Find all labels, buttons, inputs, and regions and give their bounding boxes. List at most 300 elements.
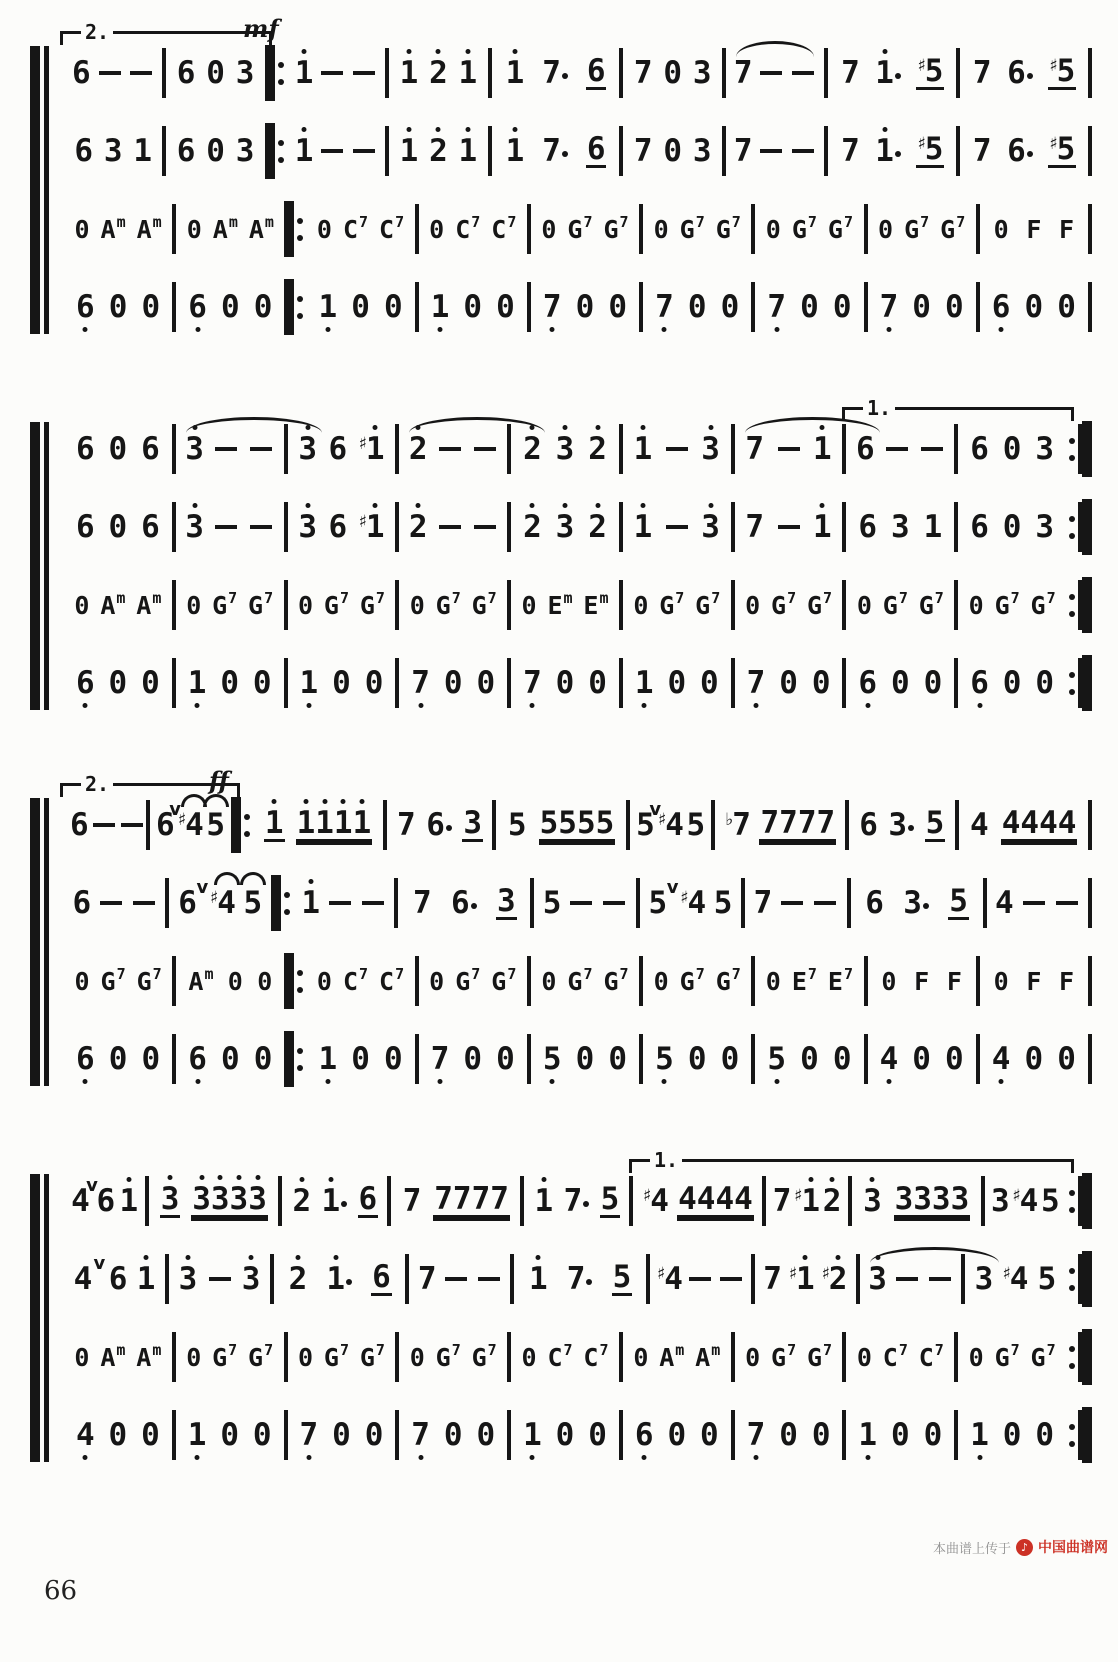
note-glyph: 6	[76, 292, 95, 323]
note-cluster	[1001, 1260, 1029, 1297]
note-cluster	[73, 966, 90, 996]
note-token	[832, 288, 853, 325]
measure	[985, 1182, 1066, 1219]
note-token	[528, 1260, 549, 1297]
barline-heavy	[30, 422, 40, 710]
note-token	[812, 508, 833, 545]
barline	[1088, 800, 1092, 850]
note-cluster	[75, 1040, 96, 1077]
note-glyph: 0	[496, 1040, 515, 1077]
note-glyph: 5	[767, 1044, 786, 1075]
note-glyph: $G^7$	[715, 212, 741, 244]
note-glyph: 0	[745, 1342, 761, 1372]
note-glyph: $C^7$	[455, 212, 481, 244]
note-token	[890, 1416, 911, 1453]
note-token	[1006, 132, 1035, 169]
note-glyph: 6	[859, 806, 878, 843]
note-cluster	[1034, 508, 1055, 545]
note-glyph: 5	[543, 1044, 562, 1075]
octave-dot-above	[359, 799, 364, 804]
note-glyph: 7	[972, 54, 992, 91]
note-glyph: 3	[1035, 430, 1055, 467]
note-glyph: 0	[476, 1416, 496, 1453]
note-cluster	[96, 71, 124, 75]
measure	[531, 1040, 639, 1077]
note-glyph: 1	[315, 808, 334, 839]
dash-rest	[792, 71, 814, 75]
chord-superscript: 7	[1046, 588, 1056, 607]
measure	[64, 588, 172, 620]
measure	[511, 430, 619, 467]
note-cluster	[1048, 131, 1076, 168]
measure	[623, 430, 731, 467]
note-token	[806, 1340, 833, 1372]
note-glyph: 6	[586, 131, 606, 167]
note-token	[1011, 1182, 1039, 1219]
note-cluster	[299, 1416, 320, 1453]
note-cluster	[911, 288, 932, 325]
octave-dot-above	[595, 503, 600, 508]
note-glyph: 6	[188, 292, 207, 323]
octave-dot-above	[595, 425, 600, 430]
note-cluster	[73, 132, 94, 169]
note-cluster	[677, 1181, 754, 1218]
octave-dot-above	[255, 1175, 260, 1180]
note-glyph: 0	[923, 1416, 943, 1453]
note-cluster	[587, 430, 608, 467]
note-glyph: $G^7$	[904, 212, 930, 244]
note-glyph: $G^7$	[136, 964, 162, 996]
note-token	[264, 805, 285, 842]
system-left-barline	[30, 46, 49, 334]
note-glyph: 7	[563, 1182, 583, 1219]
measure	[735, 508, 843, 545]
octave-dot-below	[550, 327, 555, 332]
note-token	[462, 288, 483, 325]
measure	[176, 588, 284, 620]
note-glyph: 5	[600, 1181, 620, 1217]
note-token	[542, 1040, 563, 1077]
measure	[745, 884, 846, 921]
note-glyph: 0	[252, 1416, 272, 1453]
note-glyph: 6	[970, 430, 989, 467]
note-token	[399, 54, 420, 91]
note-cluster	[666, 1416, 687, 1453]
note-cluster	[657, 806, 685, 843]
note-glyph: 0	[878, 214, 894, 244]
note-token	[1002, 430, 1023, 467]
note-cluster	[235, 54, 256, 91]
note-token	[108, 508, 129, 545]
note-glyph: 1	[119, 1186, 138, 1217]
dash-rest	[1056, 901, 1078, 905]
measure	[643, 288, 751, 325]
repeat-dot	[1069, 1346, 1075, 1352]
note-glyph: 3	[248, 1184, 267, 1215]
chord-superscript: 7	[787, 588, 797, 607]
note-token	[1001, 1260, 1029, 1297]
note-token	[212, 447, 240, 451]
note-cluster	[546, 588, 573, 620]
note-token	[428, 966, 445, 996]
note-glyph: 7	[543, 292, 562, 323]
note-cluster	[241, 1260, 262, 1297]
octave-dot-above	[563, 425, 568, 430]
measure	[496, 805, 625, 843]
note-token	[209, 884, 237, 921]
note-glyph: 2	[292, 1186, 311, 1217]
dash-rest	[666, 447, 688, 451]
measure	[389, 54, 487, 91]
note-token	[294, 132, 315, 169]
note-glyph: 4	[664, 1260, 683, 1297]
dot-note	[908, 825, 914, 831]
measure	[851, 883, 983, 921]
note-token	[762, 1260, 783, 1297]
note-cluster	[317, 1040, 338, 1077]
note-token	[318, 71, 346, 75]
barline-light	[44, 1174, 49, 1462]
note-cluster	[1034, 430, 1055, 467]
note-cluster	[396, 806, 417, 843]
note-glyph: 0	[253, 1040, 273, 1077]
note-cluster	[692, 54, 713, 91]
octave-dot-above	[882, 49, 887, 54]
barline	[265, 45, 275, 101]
note-cluster	[205, 806, 226, 843]
note-cluster	[247, 525, 275, 529]
measure	[492, 131, 620, 169]
octave-dot-below	[999, 1079, 1004, 1084]
note-cluster	[100, 964, 127, 996]
note-token	[1048, 131, 1076, 168]
note-cluster	[327, 430, 348, 467]
note-cluster	[378, 212, 405, 244]
note-token	[994, 1340, 1021, 1372]
note-glyph: $G^7$	[827, 212, 854, 244]
repeat-dots	[278, 140, 284, 163]
measure	[419, 212, 527, 244]
note-glyph: $C^7$	[882, 1340, 908, 1372]
note-glyph: 5	[1037, 1260, 1057, 1297]
measure	[980, 966, 1088, 996]
note-cluster	[471, 525, 499, 529]
dash-rest	[209, 1277, 231, 1281]
note-cluster	[135, 1340, 162, 1372]
note-cluster	[566, 1260, 595, 1297]
note-glyph: 7	[655, 292, 674, 323]
note-token	[331, 664, 352, 701]
octave-dot-below	[530, 703, 535, 708]
note-cluster	[827, 964, 854, 996]
octave-dot-above	[640, 425, 645, 430]
note-cluster	[219, 664, 240, 701]
note-token	[799, 288, 820, 325]
note-token	[410, 664, 431, 701]
note-token	[724, 806, 752, 843]
chord-superscript: 7	[487, 588, 497, 607]
note-token	[248, 212, 275, 244]
barline	[1082, 1173, 1092, 1229]
note-glyph: 0	[993, 214, 1009, 244]
note-token	[713, 884, 734, 921]
note-glyph: 0	[253, 288, 273, 325]
dash-rest	[329, 901, 351, 905]
measure	[387, 805, 493, 843]
note-token	[1020, 901, 1048, 905]
note-glyph: $A^m$	[188, 964, 214, 996]
note-glyph: 4	[1057, 805, 1077, 841]
note-token	[789, 149, 817, 153]
note-token	[187, 1040, 208, 1077]
note-token	[358, 508, 386, 545]
repeat-dot	[1069, 1268, 1075, 1274]
note-glyph: 2	[289, 1264, 308, 1295]
note-token	[253, 1040, 274, 1077]
repeat-begin	[284, 953, 306, 1009]
note-glyph: 0	[765, 214, 781, 244]
measure	[399, 430, 507, 467]
note-token	[882, 588, 909, 620]
note-cluster	[993, 214, 1010, 244]
note-cluster	[806, 588, 833, 620]
note-cluster	[890, 508, 911, 545]
note-token	[757, 149, 785, 153]
note-glyph: $C^7$	[379, 964, 405, 996]
measure	[306, 212, 414, 244]
note-glyph: 2	[429, 58, 448, 89]
dot-note	[562, 151, 568, 157]
octave-dot-above	[126, 1177, 131, 1182]
note-token	[471, 447, 499, 451]
note-token	[685, 806, 706, 843]
note-glyph: 0	[409, 590, 425, 620]
note-token	[607, 288, 628, 325]
note-cluster	[686, 1277, 714, 1281]
note-token	[206, 1277, 234, 1281]
note-token	[177, 884, 198, 921]
repeat-dot	[244, 831, 250, 837]
note-cluster	[187, 1416, 208, 1453]
note-glyph: 3	[903, 884, 922, 921]
note-cluster	[972, 54, 993, 91]
note-cluster	[812, 430, 833, 467]
note-glyph: 6	[858, 668, 877, 699]
note-glyph: 4	[650, 1182, 669, 1219]
note-glyph: 0	[316, 966, 332, 996]
note-glyph: 7	[841, 132, 860, 169]
note-cluster	[994, 588, 1021, 620]
note-token	[602, 212, 629, 244]
sharp-icon: ♯	[358, 433, 367, 454]
note-glyph: 6	[328, 430, 348, 467]
note-glyph: 5	[206, 810, 225, 841]
measure	[643, 964, 751, 996]
note-glyph: 0	[745, 590, 761, 620]
site-logo-icon: ♪	[1016, 1539, 1033, 1556]
note-cluster	[359, 1340, 386, 1372]
note-token	[350, 71, 378, 75]
note-token	[811, 664, 832, 701]
note-cluster	[108, 508, 129, 545]
note-glyph: 1	[322, 1186, 341, 1217]
chord-superscript: 7	[152, 964, 162, 983]
note-glyph: 0	[220, 1416, 239, 1453]
note-token	[410, 1416, 431, 1453]
note-token	[788, 1260, 816, 1297]
chord-superscript: 7	[359, 964, 369, 983]
note-cluster	[342, 964, 369, 996]
note-cluster	[753, 884, 774, 921]
note-glyph: 1	[796, 1264, 815, 1295]
note-glyph: 0	[351, 1040, 370, 1077]
note-glyph: 0	[409, 1342, 425, 1372]
octave-dot-above	[305, 503, 310, 508]
note-token	[972, 132, 993, 169]
note-token	[944, 288, 965, 325]
note-glyph: 0	[663, 132, 683, 169]
note-token	[541, 54, 570, 91]
barline	[1088, 126, 1092, 176]
note-token	[862, 1182, 883, 1219]
note-glyph: 4	[1019, 1182, 1039, 1219]
note-cluster	[412, 884, 433, 921]
note-glyph: 0	[832, 1040, 852, 1077]
note-glyph: $G^7$	[359, 1340, 385, 1372]
note-cluster	[770, 1340, 797, 1372]
measure	[176, 1416, 284, 1453]
octave-dot-above	[436, 127, 441, 132]
repeat-dot	[1069, 1207, 1075, 1213]
sharp-icon: ♯	[1002, 1263, 1011, 1284]
note-glyph: 3	[161, 1184, 180, 1215]
note-glyph: 4	[665, 806, 684, 843]
note-cluster	[318, 71, 346, 75]
octave-dot-below	[999, 327, 1004, 332]
note-cluster	[857, 508, 878, 545]
note-cluster	[350, 149, 378, 153]
note-token	[100, 964, 127, 996]
note-glyph: $A^m$	[136, 1340, 162, 1372]
note-glyph: 1	[523, 1420, 542, 1451]
note-cluster	[95, 1182, 116, 1219]
note-glyph: $G^7$	[806, 588, 833, 620]
note-token	[812, 430, 833, 467]
chord-superscript: 7	[264, 1340, 274, 1359]
repeat-dot	[297, 296, 303, 302]
note-glyph: 3	[1035, 508, 1055, 545]
note-cluster	[757, 149, 785, 153]
note-cluster	[75, 508, 96, 545]
note-glyph: $C^7$	[379, 212, 405, 244]
note-cluster	[546, 1340, 573, 1372]
repeat-dots	[244, 814, 250, 837]
note-glyph: 5	[925, 805, 945, 841]
note-cluster	[913, 966, 930, 996]
note-glyph: 4	[696, 1181, 716, 1217]
note-glyph: $C^7$	[491, 212, 517, 244]
chord-superscript: 7	[395, 212, 405, 231]
note-cluster	[607, 1040, 628, 1077]
note-cluster	[247, 588, 274, 620]
note-glyph: 7	[747, 1420, 766, 1451]
octave-dot-below	[642, 703, 647, 708]
note-token	[505, 54, 526, 91]
note-token	[436, 525, 464, 529]
chord-superscript: 7	[339, 588, 349, 607]
note-glyph: $C^7$	[342, 964, 369, 996]
note-token	[926, 1277, 954, 1281]
note-token	[471, 1340, 498, 1372]
measure	[524, 1181, 629, 1219]
note-glyph: 1	[326, 1264, 345, 1295]
note-glyph: 7	[767, 292, 786, 323]
note-token	[757, 71, 785, 75]
note-glyph: 1	[295, 58, 314, 89]
note-cluster	[211, 1340, 238, 1372]
measure	[399, 664, 507, 701]
note-cluster	[555, 508, 576, 545]
note-glyph: 3	[991, 1182, 1010, 1219]
note-glyph: 4	[970, 806, 989, 843]
note-token	[443, 664, 464, 701]
dot-note	[923, 903, 929, 909]
note-glyph: $G^7$	[435, 1340, 461, 1372]
note-cluster	[766, 1040, 787, 1077]
note-glyph: 1	[431, 292, 450, 323]
repeat-dots	[1069, 1346, 1075, 1369]
note-cluster	[540, 966, 557, 996]
measure	[755, 212, 863, 244]
measure	[735, 588, 843, 620]
barline	[231, 797, 241, 853]
note-glyph: 3	[701, 512, 720, 543]
note-cluster	[575, 1040, 596, 1077]
note-cluster	[187, 288, 208, 325]
note-cluster	[762, 1260, 783, 1297]
measure	[630, 799, 712, 843]
dash-rest	[778, 525, 800, 529]
repeat-dot	[1069, 611, 1075, 617]
note-glyph: 2	[588, 434, 607, 465]
chord-superscript: 7	[956, 212, 966, 231]
note-token	[359, 901, 387, 905]
note-glyph: 4	[687, 884, 707, 921]
octave-dot-below	[886, 1079, 891, 1084]
note-cluster	[633, 132, 654, 169]
note-glyph: 1	[295, 136, 314, 167]
note-token	[662, 54, 683, 91]
note-glyph: 2	[523, 434, 542, 465]
octave-dot-above	[302, 49, 307, 54]
measure	[846, 588, 954, 620]
note-glyph: 1	[813, 434, 832, 465]
sharp-icon: ♯	[209, 887, 219, 908]
note-token	[677, 1181, 754, 1218]
note-glyph: 3	[692, 54, 712, 91]
note-glyph: $A^m$	[248, 212, 274, 244]
note-token	[753, 884, 774, 921]
note-token	[297, 508, 318, 545]
note-token	[658, 588, 685, 620]
note-glyph: 0	[521, 1342, 537, 1372]
measure	[176, 964, 284, 996]
note-cluster	[632, 1342, 649, 1372]
octave-dot-below	[662, 327, 667, 332]
measure	[623, 1340, 731, 1372]
note-token	[321, 1182, 350, 1219]
note-cluster	[521, 590, 538, 620]
